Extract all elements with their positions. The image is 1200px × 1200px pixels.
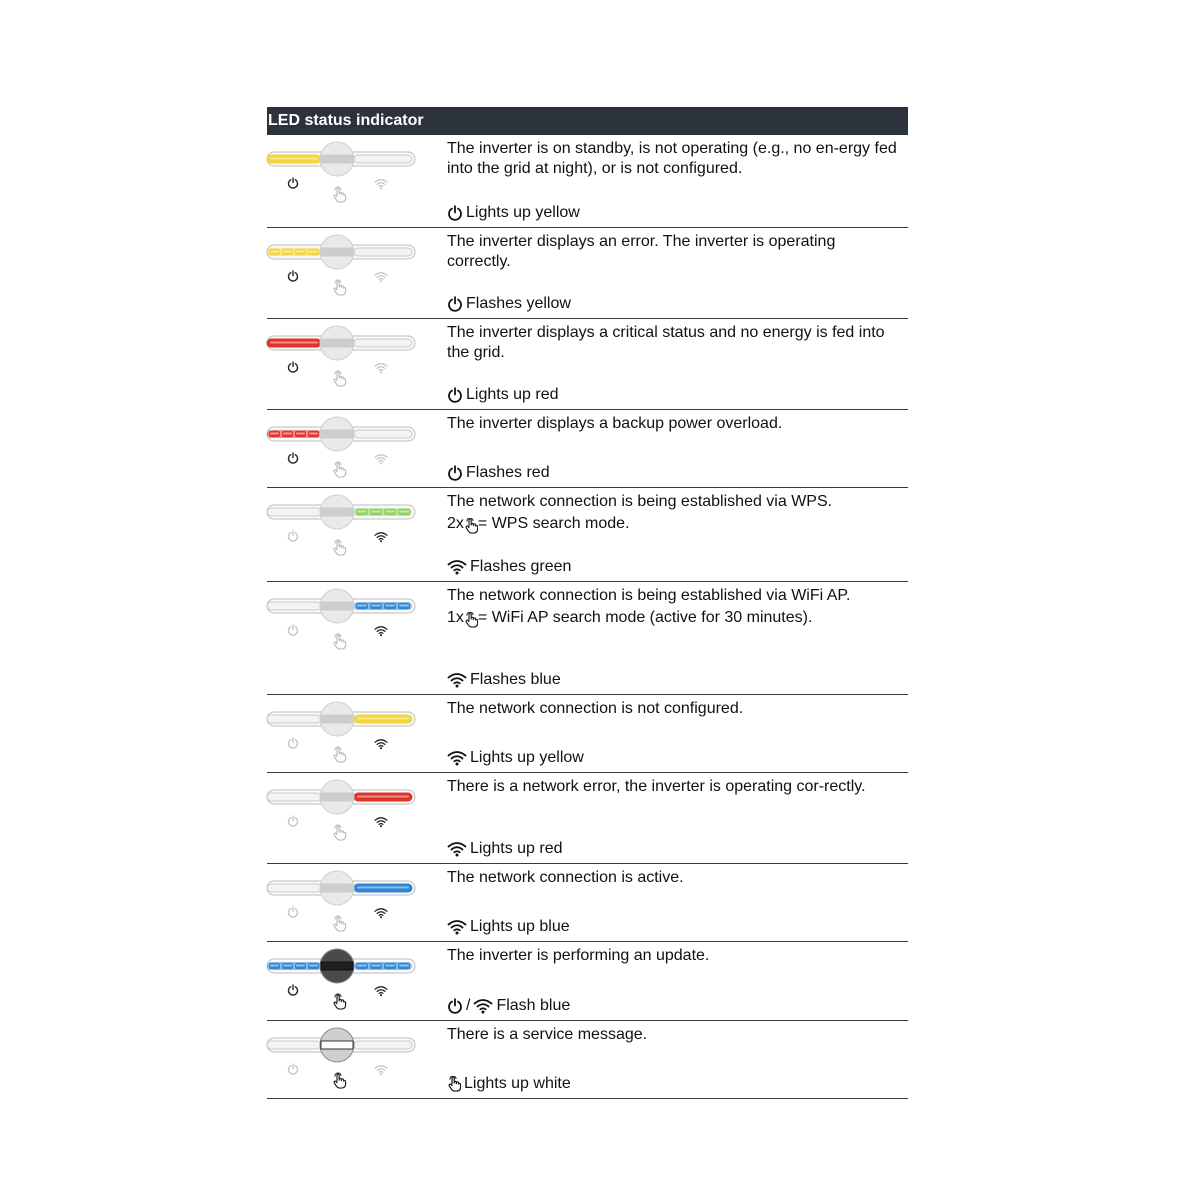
power-icon	[447, 996, 463, 1016]
status-line	[447, 670, 561, 690]
status-label: Lights up yellow	[466, 204, 580, 221]
hand-icon	[464, 516, 478, 536]
wifi-icon	[447, 748, 467, 768]
led-illustration	[267, 582, 427, 694]
hand-icon	[447, 1074, 461, 1094]
power-icon	[447, 385, 463, 405]
search-mode-text: = WPS search mode.	[477, 515, 630, 532]
separator-slash: /	[466, 996, 471, 1014]
status-label: Lights up yellow	[470, 748, 584, 766]
led-illustration	[267, 695, 427, 772]
table-row	[267, 488, 908, 582]
row-text	[447, 139, 902, 179]
table-row	[267, 942, 908, 1021]
led-illustration	[267, 942, 427, 1020]
status-label: Flashes blue	[470, 670, 561, 688]
row-description: The inverter displays a backup power overload.	[447, 415, 783, 432]
power-icon	[447, 463, 463, 483]
row-text	[447, 777, 902, 797]
row-description: The network connection is not configured.	[447, 700, 744, 717]
status-line	[447, 294, 571, 314]
row-description: The network connection is being established via WiFi AP.	[447, 587, 851, 604]
press-count: 2x	[447, 515, 464, 532]
row-text	[447, 868, 902, 888]
status-line	[447, 1074, 571, 1094]
row-description: The inverter displays an error. The inverter is operating correctly.	[447, 233, 836, 270]
row-text	[447, 699, 902, 719]
wifi-icon	[447, 557, 467, 577]
status-line	[447, 996, 570, 1016]
wifi-icon	[447, 917, 467, 937]
row-text	[447, 323, 902, 363]
table-row	[267, 228, 908, 319]
status-label: Flash blue	[496, 996, 571, 1014]
wifi-icon	[473, 996, 493, 1016]
led-illustration	[267, 319, 427, 409]
status-line	[447, 557, 571, 577]
status-label: Lights up blue	[470, 917, 570, 935]
table-row	[267, 864, 908, 942]
table-row	[267, 1021, 908, 1099]
status-line	[447, 839, 563, 859]
row-description: The inverter is performing an update.	[447, 947, 710, 964]
status-label: Flashes yellow	[466, 295, 571, 312]
status-line	[447, 385, 559, 405]
led-illustration	[267, 410, 427, 487]
row-description: There is a service message.	[447, 1026, 648, 1043]
table-row	[267, 135, 908, 228]
search-mode-note	[447, 514, 902, 536]
led-illustration	[267, 135, 427, 227]
status-line	[447, 203, 580, 223]
row-description: The inverter is on standby, is not operating (e.g., no en-ergy fed into the grid at night), or is not configured.	[447, 140, 897, 177]
status-label: Flashes red	[466, 464, 550, 481]
row-text	[447, 946, 902, 966]
led-illustration	[267, 864, 427, 941]
table-row	[267, 410, 908, 488]
status-label: Flashes green	[470, 557, 572, 575]
table-body	[267, 135, 908, 1099]
row-description: The network connection is being established via WPS.	[447, 493, 833, 510]
row-description: The inverter displays a critical status and no energy is fed into the grid.	[447, 324, 885, 361]
led-illustration	[267, 773, 427, 863]
row-description: There is a network error, the inverter is operating cor-rectly.	[447, 778, 866, 795]
table-row	[267, 582, 908, 695]
led-illustration	[267, 1021, 427, 1098]
table-row	[267, 319, 908, 410]
status-label: Lights up red	[470, 839, 563, 857]
led-status-table	[267, 107, 908, 1099]
status-line	[447, 917, 570, 937]
table-row	[267, 773, 908, 864]
table-header: LED status indicator	[267, 107, 908, 135]
led-illustration	[267, 228, 427, 318]
led-illustration	[267, 488, 427, 581]
row-text	[447, 586, 902, 630]
search-mode-note	[447, 608, 902, 630]
hand-icon	[464, 610, 478, 630]
search-mode-text: = WiFi AP search mode (active for 30 minutes).	[477, 609, 813, 626]
status-label: Lights up red	[466, 386, 559, 403]
row-text	[447, 492, 902, 536]
power-icon	[447, 203, 463, 223]
wifi-icon	[447, 839, 467, 859]
row-text	[447, 1025, 902, 1045]
press-count: 1x	[447, 609, 464, 626]
row-text	[447, 232, 902, 272]
status-label: Lights up white	[464, 1075, 571, 1092]
status-line	[447, 463, 550, 483]
row-description: The network connection is active.	[447, 869, 684, 886]
row-text	[447, 414, 902, 434]
status-line	[447, 748, 584, 768]
table-row	[267, 695, 908, 773]
power-icon	[447, 294, 463, 314]
wifi-icon	[447, 670, 467, 690]
